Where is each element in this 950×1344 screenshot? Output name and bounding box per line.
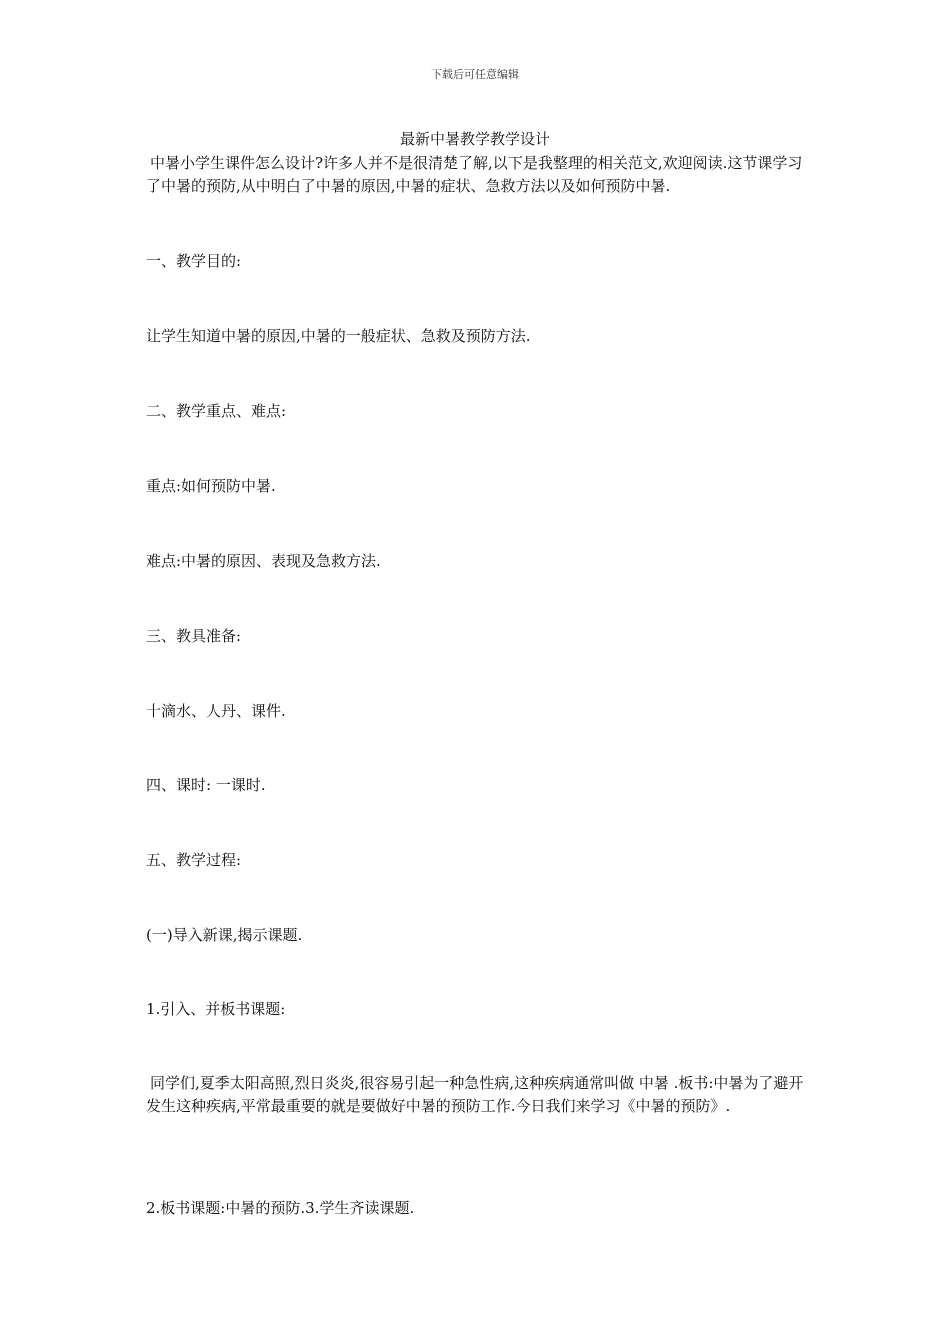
intro-paragraph: 中暑小学生课件怎么设计?许多人并不是很清楚了解,以下是我整理的相关范文,欢迎阅读.这节课学习了中暑的预防,从中明白了中暑的原因,中暑的症状、急救方法以及如何预防中暑.: [146, 154, 803, 195]
step-1-text: 同学们,夏季太阳高照,烈日炎炎,很容易引起一种急性病,这种疾病通常叫做 中暑 .板书:中暑为了避开发生这种疾病,平常最重要的就是要做好中暑的预防工作.今日我们来学习《中暑的预防》.: [146, 1074, 804, 1115]
section-heading-process: 五、教学过程:: [146, 851, 242, 869]
materials-text: 十滴水、人丹、课件.: [146, 702, 286, 720]
document-title: 最新中暑教学教学设计: [399, 130, 550, 148]
objectives-text: 让学生知道中暑的原因,中暑的一般症状、急救及预防方法.: [146, 327, 531, 345]
step-1-heading: 1.引入、并板书课题:: [146, 1000, 286, 1018]
section-heading-objectives: 一、教学目的:: [146, 252, 242, 270]
difficulty-text: 难点:中暑的原因、表现及急救方法.: [146, 552, 381, 570]
key-point-text: 重点:如何预防中暑.: [146, 477, 276, 495]
step-2-3-text: 2.板书课题:中暑的预防.3.学生齐读课题.: [146, 1199, 415, 1217]
section-heading-materials: 三、教具准备:: [146, 627, 242, 645]
subsection-heading-intro: (一)导入新课,揭示课题.: [146, 926, 303, 944]
section-heading-duration: 四、课时: 一课时.: [146, 776, 266, 794]
section-heading-key-points: 二、教学重点、难点:: [146, 402, 287, 420]
page-header: 下载后可任意编辑: [431, 68, 519, 81]
